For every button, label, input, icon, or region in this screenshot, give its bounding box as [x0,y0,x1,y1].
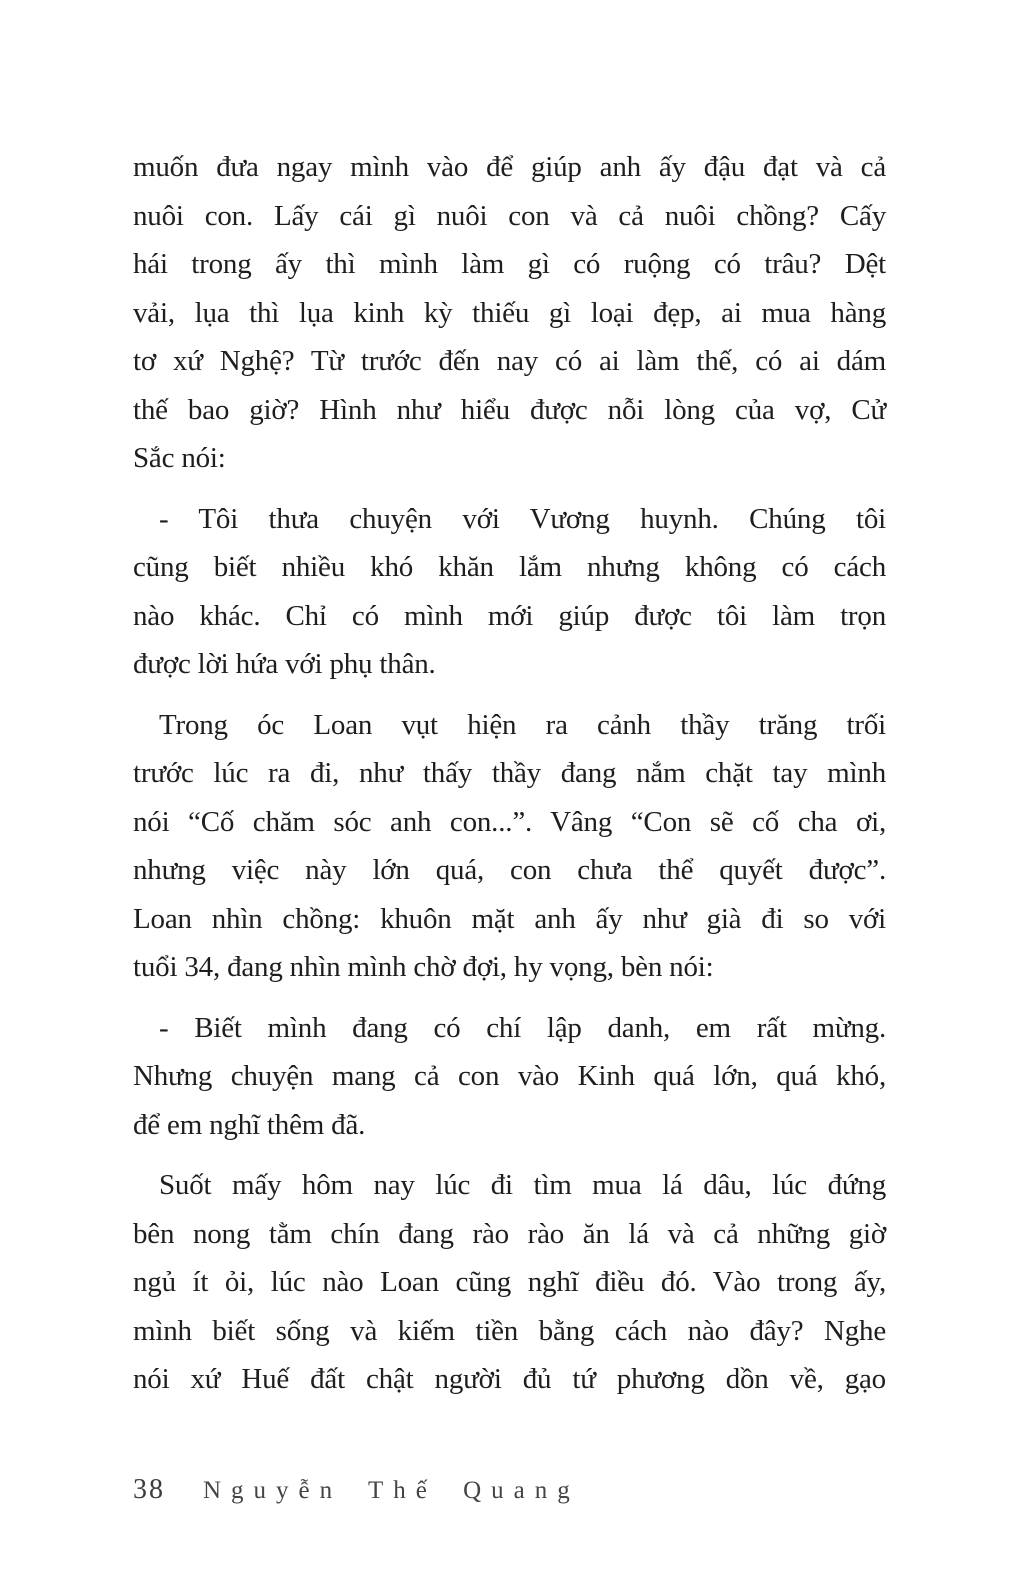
text-line: để em nghĩ thêm đã. [133,1108,366,1141]
paragraph [133,495,886,689]
text-line: muốn đưa ngay mình vào để giúp anh ấy đậu đạt và cả [133,151,886,183]
text-line: được lời hứa với phụ thân. [133,648,436,680]
text-line: bên nong tằm chín đang rào rào ăn lá và cả những giờ [133,1217,886,1250]
paragraph [133,143,886,483]
text-line: nói xứ Huế đất chật người đủ tứ phương dồn về, gạo [133,1363,886,1395]
page-footer [133,1474,886,1506]
text-line: mình biết sống và kiếm tiền bằng cách nào đây? Nghe [133,1314,886,1347]
text-line: nào khác. Chỉ có mình mới giúp được tôi làm trọn [133,599,886,632]
text-line: - Biết mình đang có chí lập danh, em rất mừng. [159,1011,886,1044]
text-line: Trong óc Loan vụt hiện ra cảnh thầy trăng trối [159,708,886,741]
author-name: Nguyễn Thế Quang [203,1477,580,1504]
text-line: hái trong ấy thì mình làm gì có ruộng có trâu? Dệt [133,248,886,280]
text-line: Sắc nói: [133,442,226,474]
paragraph [133,701,886,992]
text-line: trước lúc ra đi, như thấy thầy đang nắm chặt tay mình [133,757,886,789]
text-block [133,143,886,1404]
text-line: Nhưng chuyện mang cả con vào Kinh quá lớn, quá khó, [133,1060,886,1092]
text-line: nói “Cố chăm sóc anh con...”. Vâng “Con sẽ cố cha ơi, [133,805,886,838]
text-line: Suốt mấy hôm nay lúc đi tìm mua lá dâu, lúc đứng [159,1169,886,1201]
text-line: - Tôi thưa chuyện với Vương huynh. Chúng tôi [159,502,886,535]
text-line: nuôi con. Lấy cái gì nuôi con và cả nuôi chồng? Cấy [133,199,886,232]
text-line: thế bao giờ? Hình như hiểu được nỗi lòng của vợ, Cử [133,393,886,426]
text-line: cũng biết nhiều khó khăn lắm nhưng không có cách [133,551,886,583]
text-line: tơ xứ Nghệ? Từ trước đến nay có ai làm thế, có ai dám [133,345,886,377]
text-line: ngủ ít ỏi, lúc nào Loan cũng nghĩ điều đó. Vào trong ấy, [133,1266,886,1298]
text-line: nhưng việc này lớn quá, con chưa thể quyết được”. [133,854,886,886]
text-line: Loan nhìn chồng: khuôn mặt anh ấy như già đi so với [133,902,886,935]
text-line: tuổi 34, đang nhìn mình chờ đợi, hy vọng, bèn nói: [133,951,714,983]
paragraph [133,1004,886,1150]
text-line: vải, lụa thì lụa kinh kỳ thiếu gì loại đẹp, ai mua hàng [133,296,886,329]
paragraph [133,1161,886,1404]
page-number: 38 [133,1474,165,1505]
